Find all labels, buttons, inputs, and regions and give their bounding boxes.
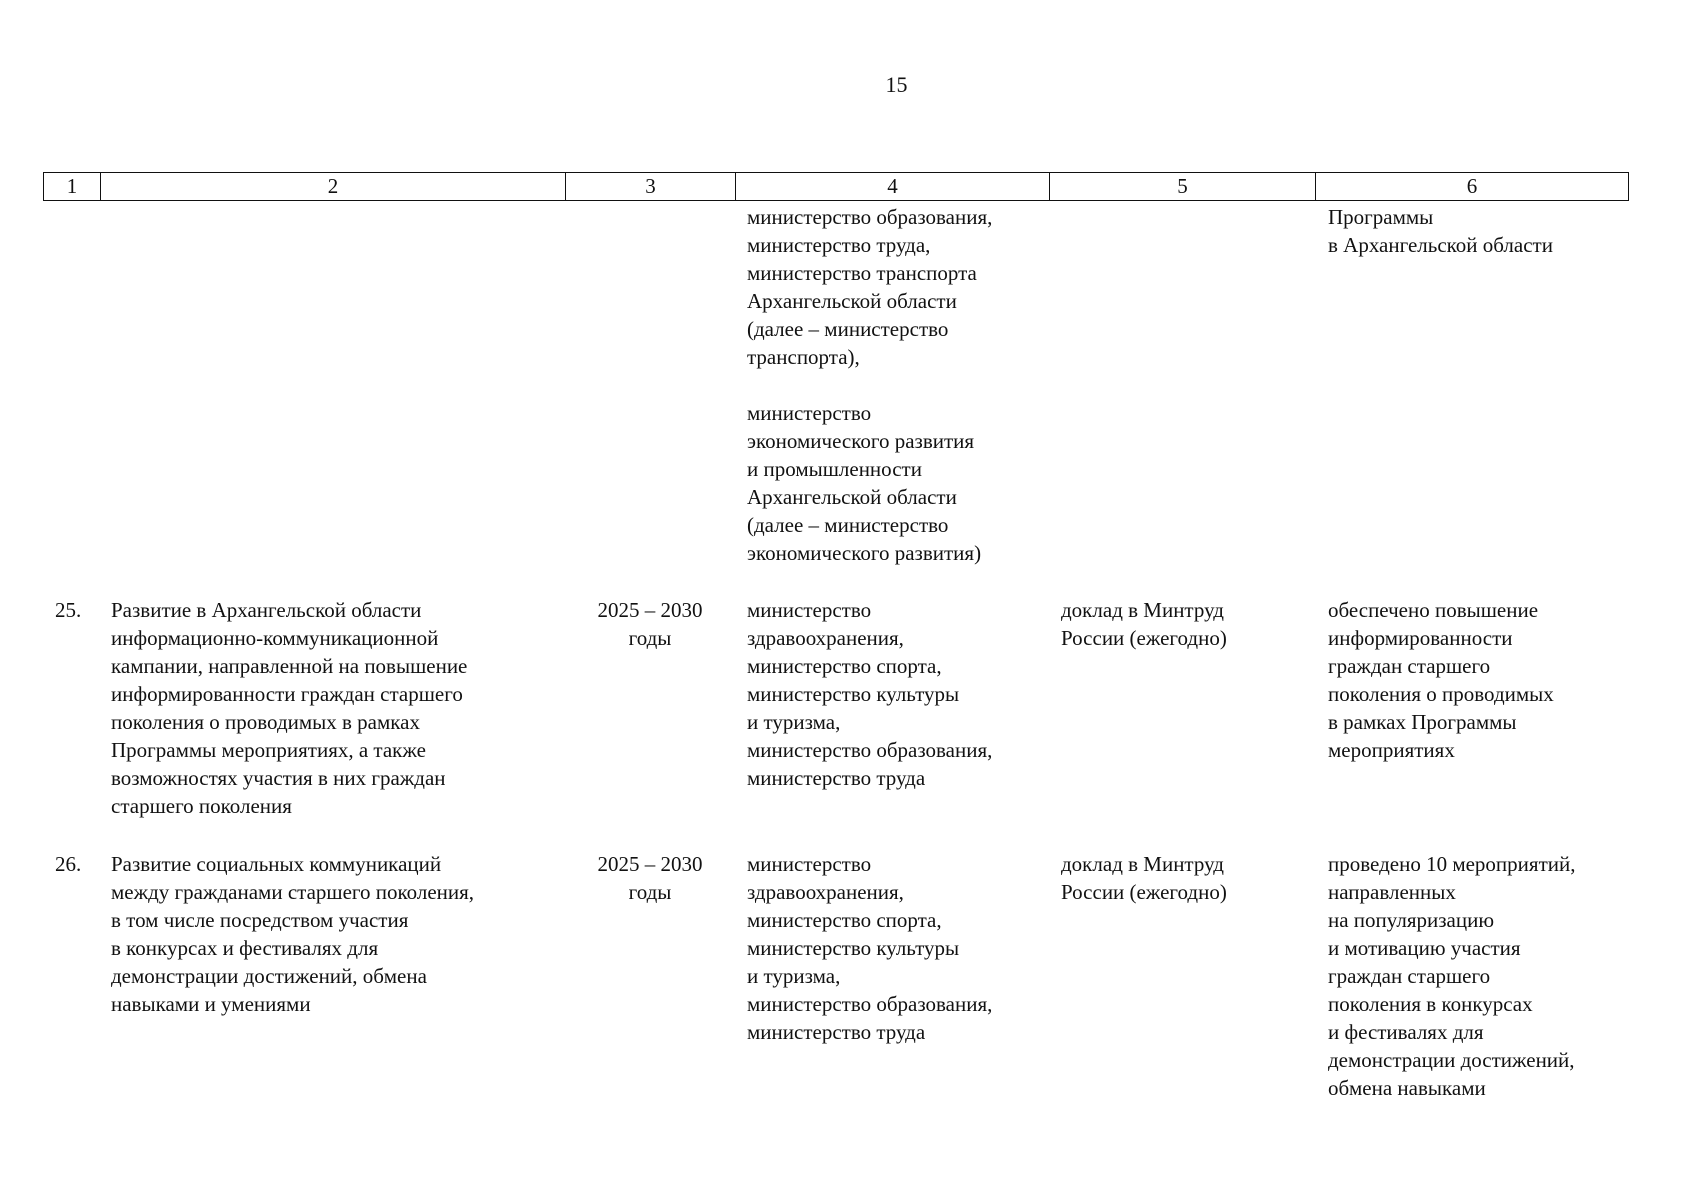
row-26-executors: министерство здравоохранения, министерство спорта, министерство культуры и туризма, министерство образования, министерство труда <box>747 852 993 1044</box>
row-25-period: 2025 – 2030 годы <box>597 598 703 650</box>
row-25-executors: министерство здравоохранения, министерство спорта, министерство культуры и туризма, министерство образования, министерство труда <box>747 598 993 790</box>
header-col-2: 2 <box>101 173 566 201</box>
row-25-result: обеспечено повышение информированности граждан старшего поколения о проводимых в рамках Программы мероприятиях <box>1328 598 1554 762</box>
continuation-result: Программы в Архангельской области <box>1328 205 1553 257</box>
header-col-1: 1 <box>44 173 101 201</box>
header-col-3: 3 <box>566 173 736 201</box>
continuation-executors: министерство образования, министерство труда, министерство транспорта Архангельской области (далее – министерство транспорта), министерство экономического развития и промышленности Архангельской области (далее – министерство экономического развития) <box>747 205 993 565</box>
table-header <box>43 172 1629 201</box>
row-26-result: проведено 10 мероприятий, направленных на популяризацию и мотивацию участия граждан старшего поколения в конкурсах и фестивалях для демонстрации достижений, обмена навыками <box>1328 852 1576 1100</box>
row-26-report: доклад в Минтруд России (ежегодно) <box>1061 852 1227 904</box>
header-col-6: 6 <box>1316 173 1629 201</box>
row-25-report: доклад в Минтруд России (ежегодно) <box>1061 598 1227 650</box>
row-26-activity: Развитие социальных коммуникаций между гражданами старшего поколения, в том числе посредством участия в конкурсах и фестивалях для демонстрации достижений, обмена навыками и умениями <box>111 852 475 1016</box>
row-25-number: 25. <box>55 598 82 622</box>
header-col-4: 4 <box>736 173 1050 201</box>
header-col-5: 5 <box>1050 173 1316 201</box>
row-26-number: 26. <box>55 852 82 876</box>
page-number: 15 <box>885 72 908 97</box>
row-26-period: 2025 – 2030 годы <box>597 852 703 904</box>
row-25-activity: Развитие в Архангельской области информационно-коммуникационной кампании, направленной на повышение информированности граждан старшего поколения о проводимых в рамках Программы мероприятиях, а также возможностях участия в них граждан старшего поколения <box>111 598 468 818</box>
